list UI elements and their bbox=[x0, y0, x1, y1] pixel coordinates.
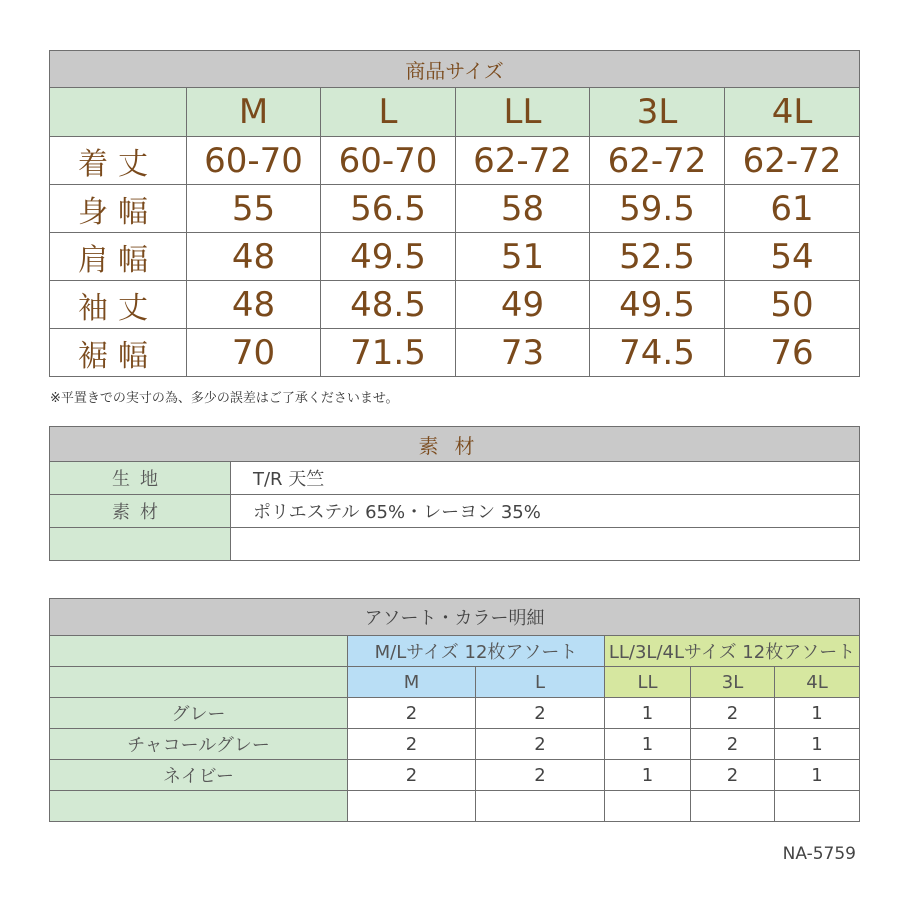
size-value: 54 bbox=[725, 233, 860, 281]
size-value: 76 bbox=[725, 329, 860, 377]
row-label: 着丈 bbox=[50, 137, 187, 185]
size-row bbox=[50, 185, 860, 233]
assort-count bbox=[476, 791, 605, 822]
size-value: 73 bbox=[456, 329, 590, 377]
size-note: ※平置きでの実寸の為、多少の誤差はご了承くださいませ。 bbox=[50, 391, 399, 406]
assort-count: 2 bbox=[348, 729, 476, 760]
material-value bbox=[231, 528, 860, 561]
color-label: チャコールグレー bbox=[50, 729, 348, 760]
assort-row bbox=[50, 698, 860, 729]
assort-table bbox=[49, 598, 860, 822]
assort-size-4l: 4L bbox=[775, 667, 860, 698]
size-value: 48 bbox=[187, 233, 321, 281]
assort-size-ll: LL bbox=[605, 667, 691, 698]
row-label: 袖丈 bbox=[50, 281, 187, 329]
assort-count bbox=[348, 791, 476, 822]
assort-table-title: アソート・カラー明細 bbox=[50, 599, 860, 636]
assort-count: 1 bbox=[775, 760, 860, 791]
size-header-4l: 4L bbox=[725, 88, 860, 137]
size-value: 55 bbox=[187, 185, 321, 233]
row-label: 身幅 bbox=[50, 185, 187, 233]
size-row bbox=[50, 137, 860, 185]
assort-count: 2 bbox=[691, 760, 775, 791]
size-value: 62-72 bbox=[725, 137, 860, 185]
assort-header-blank bbox=[50, 636, 348, 667]
assort-count: 1 bbox=[775, 729, 860, 760]
size-value: 56.5 bbox=[321, 185, 456, 233]
assort-count: 1 bbox=[775, 698, 860, 729]
color-label: ネイビー bbox=[50, 760, 348, 791]
assort-count: 2 bbox=[691, 698, 775, 729]
assort-count bbox=[775, 791, 860, 822]
assort-count: 1 bbox=[605, 760, 691, 791]
material-row bbox=[50, 462, 860, 495]
row-label: 肩幅 bbox=[50, 233, 187, 281]
size-value: 70 bbox=[187, 329, 321, 377]
assort-count: 2 bbox=[348, 698, 476, 729]
assort-size-l: L bbox=[476, 667, 605, 698]
assort-count: 1 bbox=[605, 729, 691, 760]
material-table bbox=[49, 426, 860, 561]
material-row bbox=[50, 495, 860, 528]
size-value: 62-72 bbox=[456, 137, 590, 185]
size-value: 61 bbox=[725, 185, 860, 233]
assort-count: 1 bbox=[605, 698, 691, 729]
size-value: 74.5 bbox=[590, 329, 725, 377]
size-value: 51 bbox=[456, 233, 590, 281]
size-value: 62-72 bbox=[590, 137, 725, 185]
assort-row bbox=[50, 729, 860, 760]
material-table-title: 素材 bbox=[50, 427, 860, 462]
size-value: 49 bbox=[456, 281, 590, 329]
material-label bbox=[50, 528, 231, 561]
size-header-ll: LL bbox=[456, 88, 590, 137]
size-value: 48 bbox=[187, 281, 321, 329]
size-header-3l: 3L bbox=[590, 88, 725, 137]
size-header-blank bbox=[50, 88, 187, 137]
assort-count: 2 bbox=[476, 698, 605, 729]
assort-header-blank bbox=[50, 667, 348, 698]
assort-count: 2 bbox=[348, 760, 476, 791]
size-row bbox=[50, 281, 860, 329]
assort-count: 2 bbox=[691, 729, 775, 760]
size-value: 49.5 bbox=[321, 233, 456, 281]
assort-row bbox=[50, 760, 860, 791]
size-value: 71.5 bbox=[321, 329, 456, 377]
material-row bbox=[50, 528, 860, 561]
assort-count: 2 bbox=[476, 729, 605, 760]
assort-count: 2 bbox=[476, 760, 605, 791]
size-table bbox=[49, 50, 860, 377]
assort-group-ml: M/Lサイズ 12枚アソート bbox=[348, 636, 605, 667]
size-value: 60-70 bbox=[187, 137, 321, 185]
size-value: 60-70 bbox=[321, 137, 456, 185]
assort-size-m: M bbox=[348, 667, 476, 698]
size-value: 49.5 bbox=[590, 281, 725, 329]
assort-count bbox=[605, 791, 691, 822]
color-label bbox=[50, 791, 348, 822]
size-value: 58 bbox=[456, 185, 590, 233]
size-value: 50 bbox=[725, 281, 860, 329]
size-value: 52.5 bbox=[590, 233, 725, 281]
material-value: ポリエステル 65%・レーヨン 35% bbox=[231, 495, 860, 528]
product-code: NA-5759 bbox=[782, 844, 856, 864]
material-label: 生地 bbox=[50, 462, 231, 495]
size-row bbox=[50, 233, 860, 281]
assort-row bbox=[50, 791, 860, 822]
material-label: 素材 bbox=[50, 495, 231, 528]
material-value: T/R 天竺 bbox=[231, 462, 860, 495]
assort-group-ll-3l-4l: LL/3L/4Lサイズ 12枚アソート bbox=[605, 636, 860, 667]
color-label: グレー bbox=[50, 698, 348, 729]
size-value: 48.5 bbox=[321, 281, 456, 329]
size-value: 59.5 bbox=[590, 185, 725, 233]
assort-size-3l: 3L bbox=[691, 667, 775, 698]
row-label: 裾幅 bbox=[50, 329, 187, 377]
size-header-m: M bbox=[187, 88, 321, 137]
size-row bbox=[50, 329, 860, 377]
size-header-l: L bbox=[321, 88, 456, 137]
assort-count bbox=[691, 791, 775, 822]
size-table-title: 商品サイズ bbox=[50, 51, 860, 88]
